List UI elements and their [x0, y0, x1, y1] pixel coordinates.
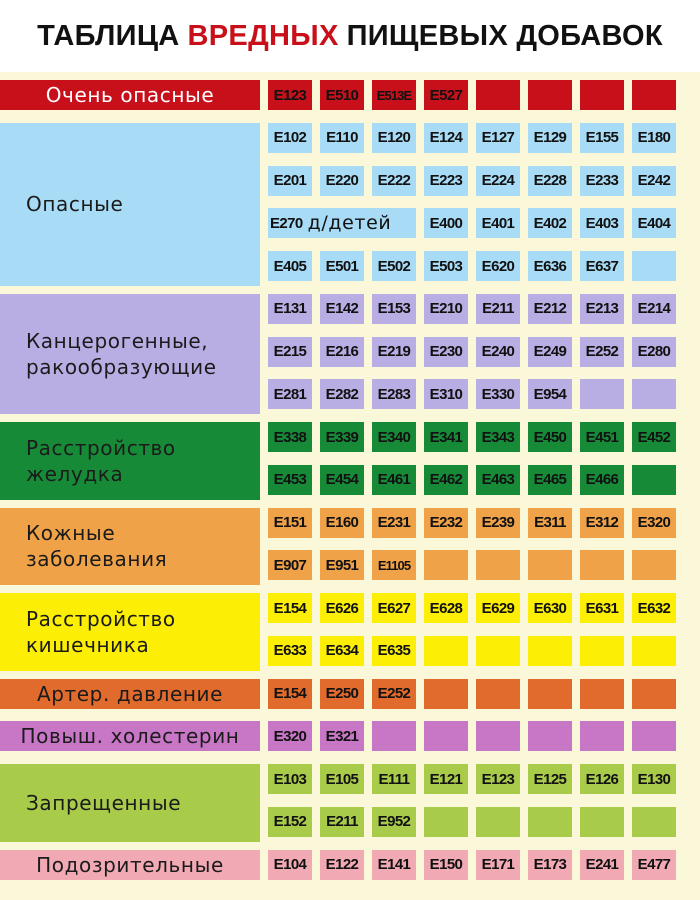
additive-code: E121: [424, 764, 468, 794]
additive-code: E403: [580, 208, 624, 238]
additive-code: E451: [580, 422, 624, 452]
additive-code: E103: [268, 764, 312, 794]
additive-code: E252: [580, 337, 624, 367]
additive-code: E214: [632, 294, 676, 324]
empty-cell: [580, 679, 624, 709]
empty-cell: [372, 721, 416, 751]
additive-code: E212: [528, 294, 572, 324]
additive-code: E180: [632, 123, 676, 153]
additive-code: E130: [632, 764, 676, 794]
empty-cell: [580, 80, 624, 110]
empty-cell: [632, 80, 676, 110]
empty-cell: [632, 636, 676, 666]
additive-code: E239: [476, 508, 520, 538]
category-section: [0, 593, 700, 671]
additive-code: E466: [580, 465, 624, 495]
empty-cell: [424, 550, 468, 580]
empty-cell: [476, 80, 520, 110]
additive-code: E454: [320, 465, 364, 495]
additive-code: E627: [372, 593, 416, 623]
additive-code: E281: [268, 379, 312, 409]
additive-code: E222: [372, 166, 416, 196]
empty-cell: [632, 550, 676, 580]
additive-code: E450: [528, 422, 572, 452]
additive-code: E952: [372, 807, 416, 837]
additive-code: E154: [268, 593, 312, 623]
empty-cell: [528, 80, 572, 110]
additive-code: E330: [476, 379, 520, 409]
additive-code: E129: [528, 123, 572, 153]
additive-code: E270 д/детей: [268, 208, 416, 238]
additive-code: E102: [268, 123, 312, 153]
additive-code: E233: [580, 166, 624, 196]
additive-code: E510: [320, 80, 364, 110]
empty-cell: [476, 807, 520, 837]
additive-code: E224: [476, 166, 520, 196]
empty-cell: [580, 379, 624, 409]
additive-code: E104: [268, 850, 312, 880]
additive-code: E127: [476, 123, 520, 153]
additive-code: E283: [372, 379, 416, 409]
category-section: [0, 80, 700, 115]
category-section: [0, 764, 700, 842]
additive-code: E241: [580, 850, 624, 880]
additive-code: E125: [528, 764, 572, 794]
additive-code: E252: [372, 679, 416, 709]
additive-code: E124: [424, 123, 468, 153]
additive-code: E338: [268, 422, 312, 452]
additive-code: E220: [320, 166, 364, 196]
additive-code: E310: [424, 379, 468, 409]
additive-code: E211: [320, 807, 364, 837]
additive-code: E463: [476, 465, 520, 495]
additive-code: E228: [528, 166, 572, 196]
empty-cell: [632, 679, 676, 709]
empty-cell: [424, 679, 468, 709]
additive-code: E340: [372, 422, 416, 452]
category-section: [0, 721, 700, 756]
title-part-1: ТАБЛИЦА: [37, 19, 180, 52]
additive-code: E131: [268, 294, 312, 324]
additive-code: E513E: [372, 80, 416, 110]
additive-code: E211: [476, 294, 520, 324]
additive-code: E633: [268, 636, 312, 666]
additive-code: E122: [320, 850, 364, 880]
additive-code: E123: [268, 80, 312, 110]
additive-code: E502: [372, 251, 416, 281]
additive-code: E152: [268, 807, 312, 837]
additive-code: E1105: [372, 550, 416, 580]
additive-code: E501: [320, 251, 364, 281]
category-label: Артер. давление: [0, 679, 260, 709]
empty-cell: [528, 807, 572, 837]
category-section: [0, 294, 700, 414]
additive-code: E453: [268, 465, 312, 495]
additive-code: E150: [424, 850, 468, 880]
additive-code: E111: [372, 764, 416, 794]
additive-code: E343: [476, 422, 520, 452]
additive-code: E636: [528, 251, 572, 281]
category-label: Расстройство желудка: [0, 422, 260, 500]
additive-code: E141: [372, 850, 416, 880]
additive-code: E216: [320, 337, 364, 367]
additive-code: E242: [632, 166, 676, 196]
empty-cell: [528, 636, 572, 666]
additive-code: E635: [372, 636, 416, 666]
additive-code: E400: [424, 208, 468, 238]
category-section: [0, 850, 700, 885]
additive-code: E503: [424, 251, 468, 281]
additive-code: E250: [320, 679, 364, 709]
additive-code: E477: [632, 850, 676, 880]
category-label: Кожные заболевания: [0, 508, 260, 586]
additive-code: E620: [476, 251, 520, 281]
category-label: Запрещенные: [0, 764, 260, 842]
additive-code: E462: [424, 465, 468, 495]
category-label: Подозрительные: [0, 850, 260, 880]
additive-code: E311: [528, 508, 572, 538]
additive-code: E240: [476, 337, 520, 367]
additive-code: E632: [632, 593, 676, 623]
additive-code: E171: [476, 850, 520, 880]
additive-code: E401: [476, 208, 520, 238]
category-label: Канцерогенные, ракообразующие: [0, 294, 260, 414]
empty-cell: [632, 721, 676, 751]
additive-code: E951: [320, 550, 364, 580]
additive-code: E153: [372, 294, 416, 324]
additive-code: E405: [268, 251, 312, 281]
additive-code: E213: [580, 294, 624, 324]
empty-cell: [424, 721, 468, 751]
category-label: Расстройство кишечника: [0, 593, 260, 671]
additive-code: E232: [424, 508, 468, 538]
additive-code: E339: [320, 422, 364, 452]
empty-cell: [580, 721, 624, 751]
category-section: [0, 123, 700, 286]
additive-code: E201: [268, 166, 312, 196]
additive-code: E527: [424, 80, 468, 110]
empty-cell: [632, 465, 676, 495]
empty-cell: [476, 550, 520, 580]
additive-code: E215: [268, 337, 312, 367]
additive-code: E954: [528, 379, 572, 409]
additive-code: E629: [476, 593, 520, 623]
additive-code: E312: [580, 508, 624, 538]
additive-code: E223: [424, 166, 468, 196]
additive-code: E249: [528, 337, 572, 367]
additive-code: E320: [268, 721, 312, 751]
additive-code: E402: [528, 208, 572, 238]
additive-code: E110: [320, 123, 364, 153]
additive-code: E173: [528, 850, 572, 880]
additive-code: E280: [632, 337, 676, 367]
additive-code: E154: [268, 679, 312, 709]
empty-cell: [424, 807, 468, 837]
empty-cell: [528, 550, 572, 580]
category-label: Очень опасные: [0, 80, 260, 110]
category-section: [0, 679, 700, 714]
page-title: [0, 0, 700, 72]
additive-code: E320: [632, 508, 676, 538]
additive-code: E907: [268, 550, 312, 580]
empty-cell: [476, 721, 520, 751]
additive-code: E637: [580, 251, 624, 281]
empty-cell: [476, 679, 520, 709]
empty-cell: [528, 679, 572, 709]
additive-code: E341: [424, 422, 468, 452]
additive-code: E105: [320, 764, 364, 794]
empty-cell: [528, 721, 572, 751]
additive-code: E210: [424, 294, 468, 324]
empty-cell: [580, 636, 624, 666]
empty-cell: [632, 807, 676, 837]
empty-cell: [632, 379, 676, 409]
additive-code: E160: [320, 508, 364, 538]
empty-cell: [476, 636, 520, 666]
additive-code: E142: [320, 294, 364, 324]
additive-code: E465: [528, 465, 572, 495]
category-label: Опасные: [0, 123, 260, 286]
additive-code: E123: [476, 764, 520, 794]
empty-cell: [580, 550, 624, 580]
additive-code: E151: [268, 508, 312, 538]
title-accent: ВРЕДНЫХ: [187, 19, 339, 52]
category-section: [0, 508, 700, 586]
additive-code: E631: [580, 593, 624, 623]
additive-code: E628: [424, 593, 468, 623]
additive-code: E219: [372, 337, 416, 367]
additive-code: E155: [580, 123, 624, 153]
empty-cell: [632, 251, 676, 281]
additive-code: E282: [320, 379, 364, 409]
title-part-2: ПИЩЕВЫХ ДОБАВОК: [346, 19, 663, 52]
category-label: Повыш. холестерин: [0, 721, 260, 751]
additive-code: E630: [528, 593, 572, 623]
additive-code: E461: [372, 465, 416, 495]
empty-cell: [424, 636, 468, 666]
additive-code: E634: [320, 636, 364, 666]
additive-code: E230: [424, 337, 468, 367]
additive-code: E626: [320, 593, 364, 623]
empty-cell: [580, 807, 624, 837]
category-section: [0, 422, 700, 500]
additive-code: E126: [580, 764, 624, 794]
additive-code: E321: [320, 721, 364, 751]
additive-code: E404: [632, 208, 676, 238]
additive-code: E231: [372, 508, 416, 538]
additive-code: E452: [632, 422, 676, 452]
additive-code: E120: [372, 123, 416, 153]
